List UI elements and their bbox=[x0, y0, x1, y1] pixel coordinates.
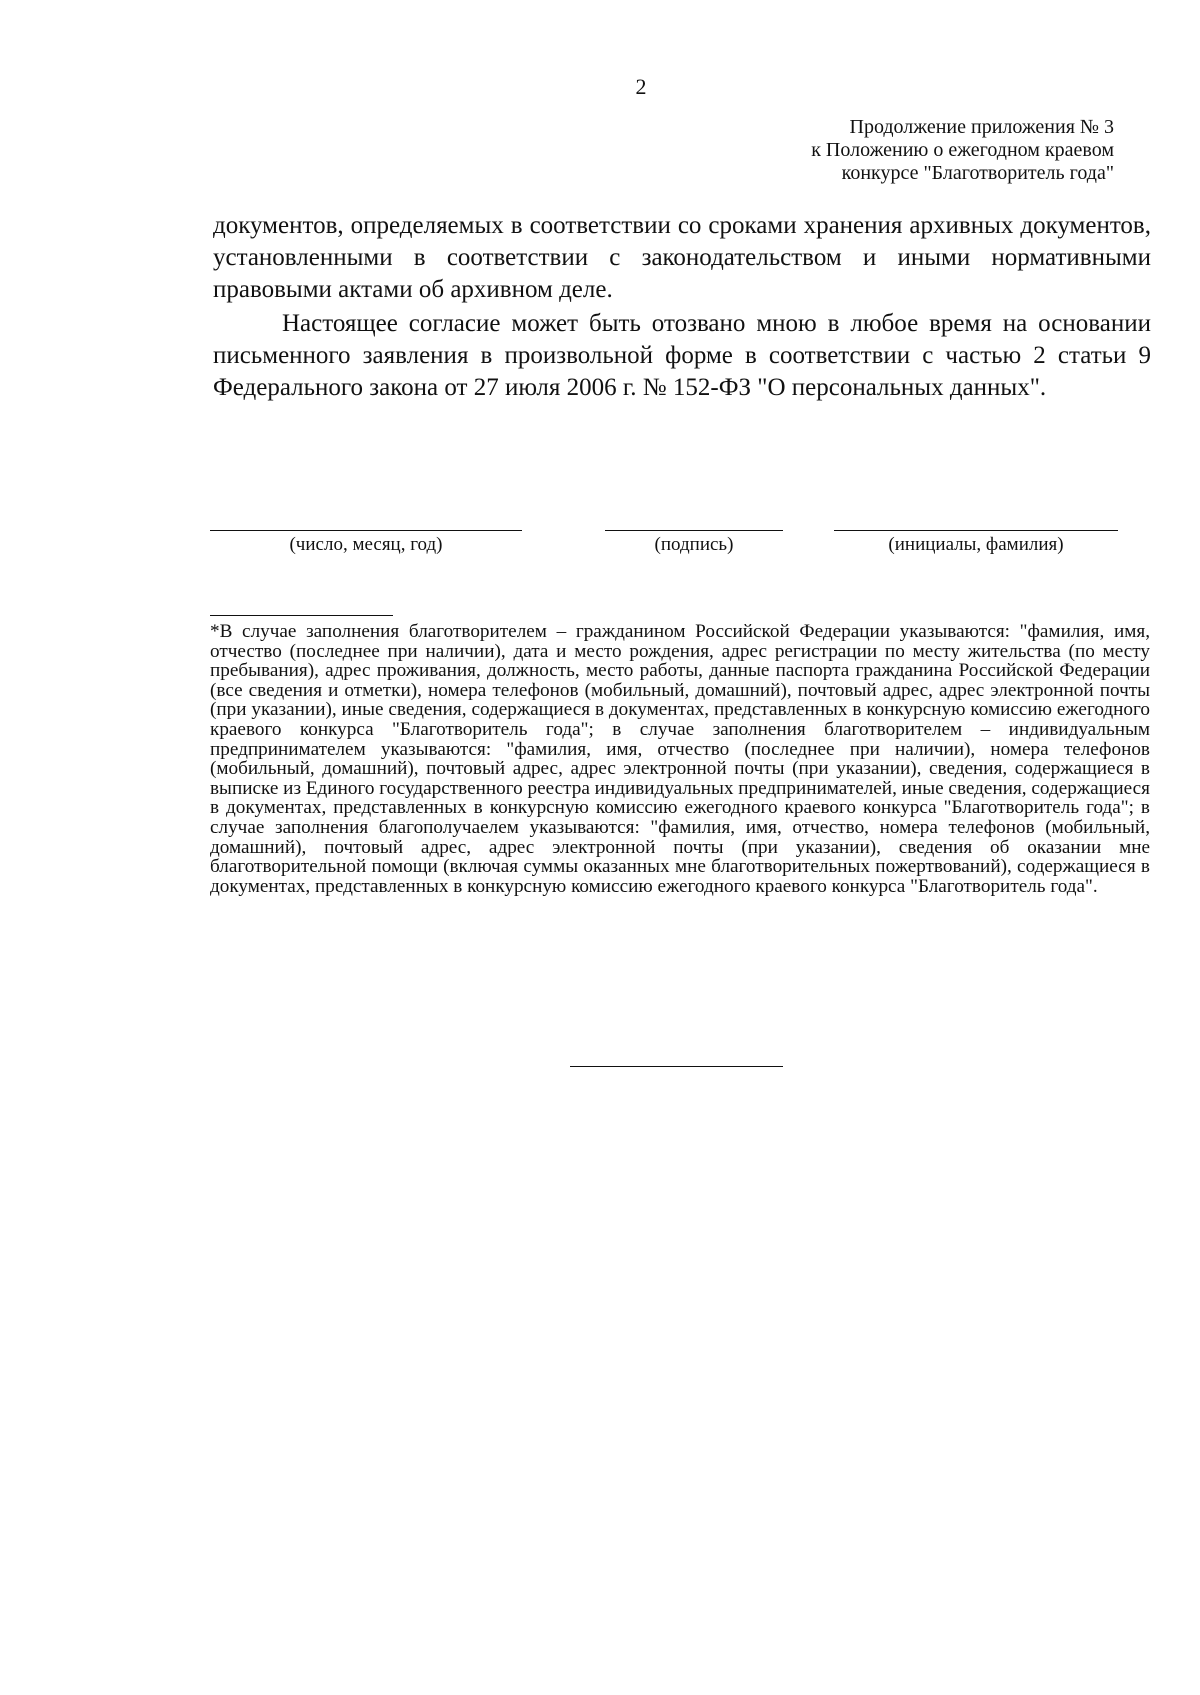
appendix-header-line-2: к Положению о ежегодном краевом bbox=[811, 139, 1114, 161]
document-end-rule bbox=[570, 1066, 783, 1067]
body-paragraph-1: документов, определяемых в соответствии со сроками хранения архивных документов, установленными в соответствии с законодательством и иными нормативными правовыми актами об архивном деле. bbox=[213, 212, 1151, 303]
date-field-label: (число, месяц, год) bbox=[289, 534, 443, 555]
consent-body bbox=[213, 210, 1151, 404]
footnote-divider bbox=[210, 615, 393, 616]
footnote bbox=[210, 622, 1150, 896]
signature-field bbox=[605, 530, 783, 565]
page-number: 2 bbox=[635, 74, 647, 99]
appendix-header bbox=[811, 116, 1114, 185]
appendix-header-line-3: конкурсе "Благотворитель года" bbox=[841, 162, 1114, 184]
body-paragraph-2: Настоящее согласие может быть отозвано мною в любое время на основании письменного заявления в произвольной форме в соответствии с частью 2 статьи 9 Федерального закона от 27 июля 2006 г. № 152-ФЗ "О персональных данных". bbox=[213, 310, 1151, 401]
appendix-header-line-1: Продолжение приложения № 3 bbox=[849, 116, 1114, 138]
date-signature-field bbox=[210, 530, 522, 565]
name-field-label: (инициалы, фамилия) bbox=[888, 534, 1064, 555]
name-signature-field bbox=[834, 530, 1118, 565]
signature-field-label: (подпись) bbox=[654, 534, 734, 555]
footnote-text: *В случае заполнения благотворителем – гражданином Российской Федерации указываются: "фамилия, имя, отчество (последнее при наличии), дата и место рождения, адрес регистрации по месту жительства (по месту пребывания), адрес проживания, должность, место работы, данные паспорта гражданина Российской Федерации (все сведения и отметки), номера телефонов (мобильный, домашний), почтовый адрес, адрес электронной почты (при указании), иные сведения, содержащиеся в документах, представленных в конкурсную комиссию ежегодного краевого конкурса "Благотворитель года"; в случае заполнения благотворителем – индивидуальным предпринимателем указываются: "фамилия, имя, отчество (последнее при наличии), номера телефонов (мобильный, домашний), почтовый адрес, адрес электронной почты (при указании), сведения, содержащиеся в выписке из Единого государственного реестра индивидуальных предпринимателей, иные сведения, содержащиеся в документах, представленных в конкурсную комиссию ежегодного краевого конкурса "Благотворитель года"; в случае заполнения благополучаелем указываются: "фамилия, имя, отчество, номера телефонов (мобильный, домашний), почтовый адрес, адрес электронной почты (при указании), сведения об оказании мне благотворительной помощи (включая суммы оказанных мне благотворительных пожертвований), содержащиеся в документах, представленных в конкурсную комиссию ежегодного краевого конкурса "Благотворитель года". bbox=[210, 621, 1150, 897]
